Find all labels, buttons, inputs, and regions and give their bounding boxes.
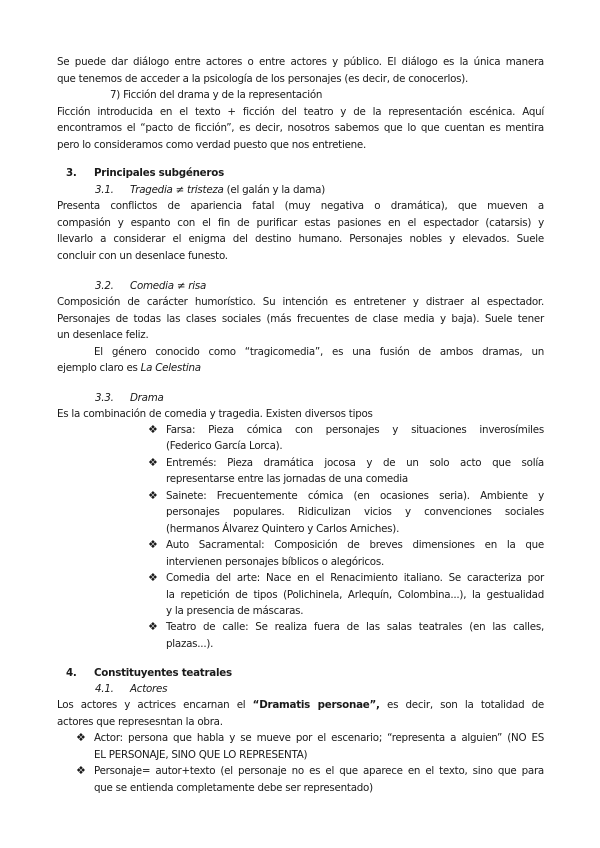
sainete-line-1: Sainete: Frecuentemente cómica (en ocasiones seria). Ambiente y (166, 490, 544, 502)
subsection-3-2-title: Comedia ≠ risa (130, 280, 207, 292)
subsection-3-1-suffix: (el galán y la dama) (223, 184, 325, 196)
comedia-line-4: El género conocido como “tragicomedia”, es una fusión de ambos dramas, un (94, 346, 544, 358)
sainete-line-2: personajes populares. Ridiculizan vicios y convenciones sociales (166, 506, 544, 518)
comedia-line-2: Personajes de todas las clases sociales (más frecuentes de clase media y baja). Suele tener (57, 313, 544, 325)
subsection-3-1-title: Tragedia ≠ tristeza (130, 184, 224, 196)
tragedia-line-4: concluir con un desenlace funesto. (57, 250, 228, 262)
farsa-line-1: Farsa: Pieza cómica con personajes y situaciones inverosímiles (166, 424, 544, 436)
diamond-bullet-icon: ❖ (148, 538, 158, 551)
comedia-arte-line-3: y la presencia de máscaras. (166, 605, 304, 617)
section-3-title: Principales subgéneros (94, 167, 224, 179)
actores-line-1 (57, 697, 544, 713)
teatro-calle-line-2: plazas...). (166, 638, 214, 650)
personaje-line-1: Personaje= autor+texto (el personaje no es el que aparece en el texto, sino que para (94, 765, 544, 777)
entremes-line-2: representarse entre las jornadas de una comedia (166, 473, 408, 485)
sainete-line-3: (hermanos Álvarez Quintero y Carlos Arniches). (166, 523, 400, 535)
actores-line-1-suffix: es decir, son la totalidad de (379, 699, 545, 711)
comedia-arte-line-2: la repetición de tipos (Polichinela, Arlequín, Colombina...), la gestualidad (166, 589, 544, 601)
tragedia-line-1: Presenta conflictos de apariencia fatal (muy negativa o dramática), que mueven a (57, 200, 544, 212)
comedia-line-5 (57, 360, 201, 376)
comedia-line-1: Composición de carácter humorístico. Su intención es entretener y distraer al espectador. (57, 296, 544, 308)
subsection-3-1-number: 3.1. (95, 184, 114, 196)
diamond-bullet-icon: ❖ (148, 620, 158, 633)
subsection-4-1-title: Actores (130, 683, 168, 695)
section-4-number: 4. (66, 667, 77, 679)
comedia-line-5-prefix: ejemplo claro es (57, 362, 141, 374)
diamond-bullet-icon: ❖ (148, 456, 158, 469)
auto-sacramental-line-2: intervienen personajes bíblicos o alegóricos. (166, 556, 384, 568)
subsection-3-2-number: 3.2. (95, 280, 114, 292)
subsection-3-3-title: Drama (130, 392, 164, 404)
subsection-4-1-number: 4.1. (95, 683, 114, 695)
comedia-arte-line-1: Comedia del arte: Nace en el Renacimiento italiano. Se caracteriza por (166, 572, 544, 584)
diamond-bullet-icon: ❖ (148, 423, 158, 436)
diamond-bullet-icon: ❖ (148, 489, 158, 502)
personaje-line-2: que se entienda completamente debe ser representado) (94, 782, 373, 794)
diamond-bullet-icon: ❖ (76, 764, 86, 777)
intro-line-2: que tenemos de acceder a la psicología de los personajes (es decir, de conocerlos). (57, 73, 469, 85)
entremes-line-1: Entremés: Pieza dramática jocosa y de un solo acto que solía (166, 457, 544, 469)
section-3-number: 3. (66, 167, 77, 179)
diamond-bullet-icon: ❖ (148, 571, 158, 584)
diamond-bullet-icon: ❖ (76, 731, 86, 744)
item-7-line-3: pero lo consideramos como verdad puesto que nos entretiene. (57, 139, 367, 151)
tragedia-line-3: llevarlo a considerar el enigma del destino humano. Personajes nobles y elevados. Suele (57, 233, 544, 245)
item-7-line-1: Ficción introducida en el texto + ficción del teatro y de la representación escénica. Aquí (57, 106, 544, 118)
teatro-calle-line-1: Teatro de calle: Se realiza fuera de las salas teatrales (en las calles, (166, 621, 544, 633)
subsection-3-1-heading (130, 182, 325, 198)
tragedia-line-2: compasión y espanto con el fin de purificar estas pasiones en el espectador (catarsis) y (57, 217, 544, 229)
actores-line-2: actores que represesntan la obra. (57, 716, 223, 728)
actor-line-2: EL PERSONAJE, SINO QUE LO REPRESENTA) (94, 749, 308, 761)
intro-line-1: Se puede dar diálogo entre actores o entre actores y público. El diálogo es la única manera (57, 56, 544, 68)
farsa-line-2: (Federico García Lorca). (166, 440, 283, 452)
subsection-3-3-number: 3.3. (95, 392, 114, 404)
auto-sacramental-line-1: Auto Sacramental: Composición de breves dimensiones en la que (166, 539, 544, 551)
actores-line-1-prefix: Los actores y actrices encarnan el (57, 699, 253, 711)
item-7-line-2: encontramos el “pacto de ficción”, es decir, nosotros sabemos que lo que cuentan es mentira (57, 122, 544, 134)
dramatis-personae: “Dramatis personae”, (252, 699, 380, 711)
section-4-title: Constituyentes teatrales (94, 667, 232, 679)
item-7-heading: 7) Ficción del drama y de la representación (110, 89, 323, 101)
la-celestina-title: La Celestina (140, 362, 201, 374)
actor-line-1: Actor: persona que habla y se mueve por el escenario; “representa a alguien” (NO ES (94, 732, 544, 744)
comedia-line-3: un desenlace feliz. (57, 329, 149, 341)
drama-intro: Es la combinación de comedia y tragedia. Existen diversos tipos (57, 408, 373, 420)
